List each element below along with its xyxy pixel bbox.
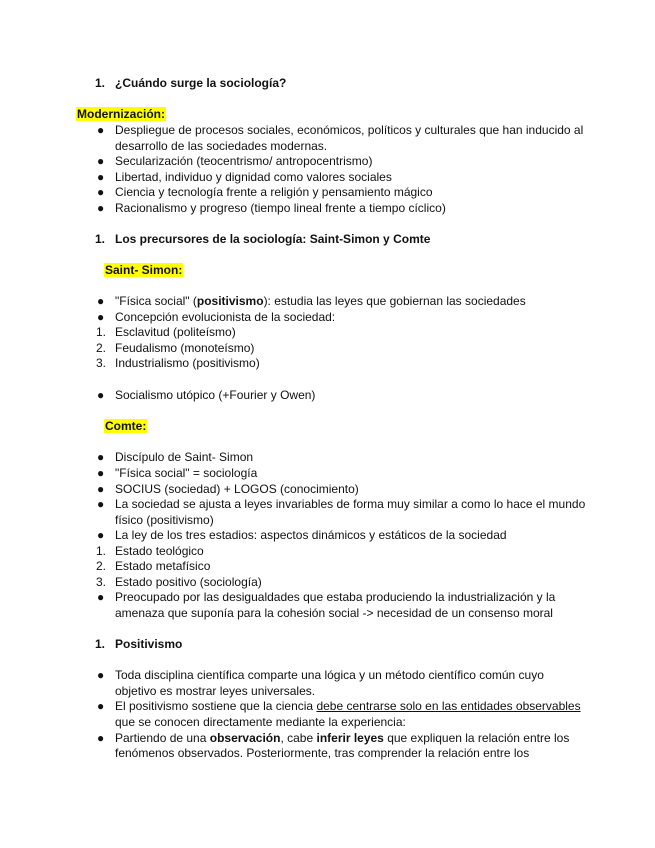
bullet-icon: ● <box>97 668 105 682</box>
bullet-icon: ● <box>97 388 105 402</box>
list-item: La sociedad se ajusta a leyes invariables de forma muy similar a como lo hace el mundo <box>115 497 586 511</box>
bullet-icon: ● <box>97 466 105 480</box>
list-number: 1. <box>96 544 107 558</box>
list-number: 2. <box>96 341 107 355</box>
modernizacion-label: Modernización: <box>77 107 166 121</box>
list-item: La ley de los tres estadios: aspectos dinámicos y estáticos de la sociedad <box>115 528 507 542</box>
list-item: Racionalismo y progreso (tiempo lineal frente a tiempo cíclico) <box>115 201 446 215</box>
bullet-icon: ● <box>97 310 105 324</box>
list-number: 3. <box>96 356 107 370</box>
numbered-item: Feudalismo (monoteísmo) <box>115 341 255 355</box>
saint-simon-label: Saint- Simon: <box>105 263 183 277</box>
heading-positivismo: Positivismo <box>115 637 183 651</box>
bullet-icon: ● <box>97 482 105 496</box>
heading-number: 1. <box>95 232 106 246</box>
bullet-icon: ● <box>97 450 105 464</box>
numbered-item: Esclavitud (politeísmo) <box>115 325 236 339</box>
list-item-fisica-social: "Física social" (positivismo): estudia las leyes que gobiernan las sociedades <box>115 294 526 308</box>
list-number: 3. <box>96 575 107 589</box>
list-item: Despliegue de procesos sociales, económicos, políticos y culturales que han inducido al <box>115 123 584 137</box>
heading-number: 1. <box>95 637 106 651</box>
bullet-icon: ● <box>97 590 105 604</box>
list-item: Secularización (teocentrismo/ antropocentrismo) <box>115 154 373 168</box>
list-item-continuation: objetivo es mostrar leyes universales. <box>115 684 316 698</box>
bullet-icon: ● <box>97 123 105 137</box>
numbered-item: Industrialismo (positivismo) <box>115 356 260 370</box>
bullet-icon: ● <box>97 528 105 542</box>
list-item: Ciencia y tecnología frente a religión y pensamiento mágico <box>115 185 433 199</box>
list-item: El positivismo sostiene que la ciencia debe centrarse solo en las entidades observables <box>115 699 581 713</box>
list-item: Toda disciplina científica comparte una lógica y un método científico común cuyo <box>115 668 544 682</box>
list-item-continuation: que se conocen directamente mediante la experiencia: <box>115 715 406 729</box>
bullet-icon: ● <box>97 497 105 511</box>
heading-precursores: Los precursores de la sociología: Saint-Simon y Comte <box>115 232 431 246</box>
heading-cuando-surge: ¿Cuándo surge la sociología? <box>115 76 287 90</box>
comte-label: Comte: <box>105 419 147 433</box>
bullet-icon: ● <box>97 731 105 745</box>
bullet-icon: ● <box>97 170 105 184</box>
list-item: SOCIUS (sociedad) + LOGOS (conocimiento) <box>115 482 359 496</box>
numbered-item: Estado teológico <box>115 544 204 558</box>
list-item-continuation: amenaza que suponía para la cohesión social -> necesidad de un consenso moral <box>115 606 553 620</box>
numbered-item: Estado metafísico <box>115 559 211 573</box>
list-item-continuation: físico (positivismo) <box>115 513 214 527</box>
list-item: Preocupado por las desigualdades que estaba produciendo la industrialización y la <box>115 590 556 604</box>
list-item: Discípulo de Saint- Simon <box>115 450 254 464</box>
list-number: 2. <box>96 559 107 573</box>
bullet-icon: ● <box>97 699 105 713</box>
list-item-continuation: fenómenos observados. Posteriormente, tras comprender la relación entre los <box>115 746 530 760</box>
list-item: Libertad, individuo y dignidad como valores sociales <box>115 170 392 184</box>
heading-number: 1. <box>95 76 106 90</box>
list-item: Socialismo utópico (+Fourier y Owen) <box>115 388 316 402</box>
list-item: Concepción evolucionista de la sociedad: <box>115 310 336 324</box>
bullet-icon: ● <box>97 185 105 199</box>
list-item: "Física social" = sociología <box>115 466 258 480</box>
list-item-continuation: desarrollo de las sociedades modernas. <box>115 139 328 153</box>
bullet-icon: ● <box>97 154 105 168</box>
list-item: Partiendo de una observación, cabe inferir leyes que expliquen la relación entre los <box>115 731 570 745</box>
bullet-icon: ● <box>97 201 105 215</box>
numbered-item: Estado positivo (sociología) <box>115 575 262 589</box>
list-number: 1. <box>96 325 107 339</box>
bullet-icon: ● <box>97 294 105 308</box>
